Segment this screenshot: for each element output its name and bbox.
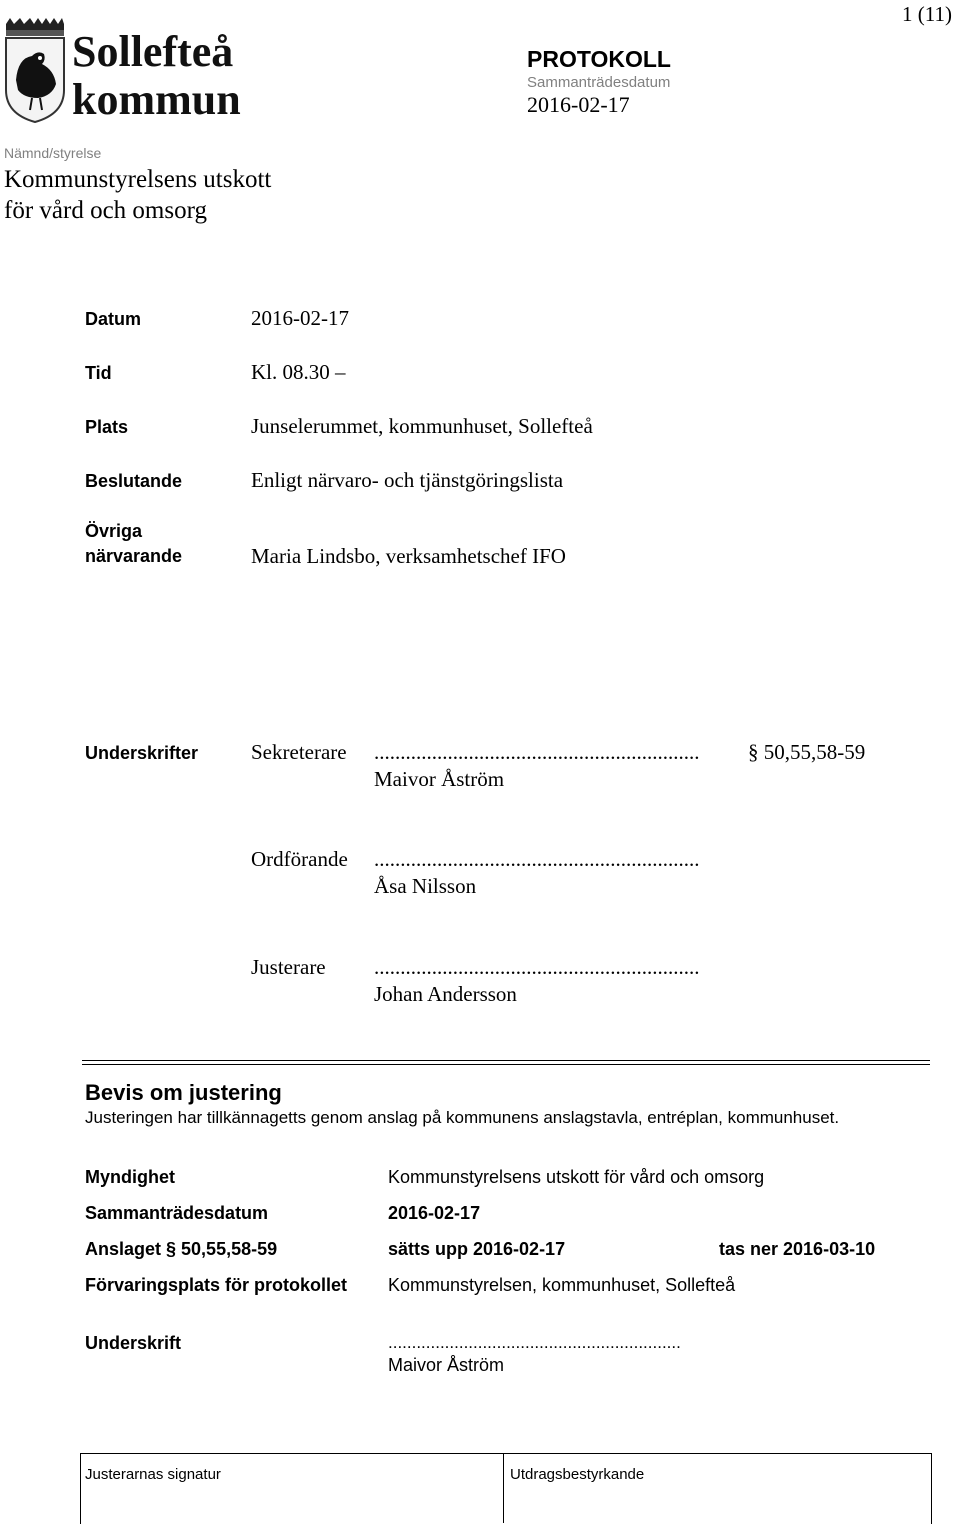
posted-value: sätts upp 2016-02-17: [388, 1239, 566, 1259]
time-value: Kl. 08.30 –: [251, 360, 346, 384]
cert-session-value: 2016-02-17: [388, 1203, 481, 1223]
others-label-line2: närvarande: [85, 546, 183, 566]
divider-bottom: [82, 1064, 930, 1065]
signature-label: Underskrift: [85, 1333, 182, 1353]
footer-box: [80, 1453, 932, 1524]
footer-extract-certifier: Utdragsbestyrkande: [510, 1466, 645, 1483]
document-type: PROTOKOLL: [527, 46, 671, 72]
chair-role: Ordförande: [251, 847, 348, 871]
signatures-label: Underskrifter: [85, 743, 199, 763]
date-value: 2016-02-17: [251, 306, 349, 330]
page-number: 1 (11): [902, 2, 952, 26]
others-value: Maria Lindsbo, verksamhetschef IFO: [251, 544, 566, 568]
adjuster-role: Justerare: [251, 955, 326, 979]
deciding-label: Beslutande: [85, 471, 183, 491]
cert-session-label: Sammanträdesdatum: [85, 1203, 269, 1223]
session-date: 2016-02-17: [527, 92, 630, 117]
place-value: Junselerummet, kommunhuset, Sollefteå: [251, 414, 593, 438]
board-name: [4, 164, 271, 226]
deciding-value: Enligt närvaro- och tjänstgöringslista: [251, 468, 564, 492]
secretary-role: Sekreterare: [251, 740, 347, 764]
chair-signature-line: ..............................................................: [374, 847, 700, 871]
footer-adjusters-signature: Justerarnas signatur: [85, 1466, 221, 1483]
storage-label: Förvaringsplats för protokollet: [85, 1275, 348, 1295]
divider-top: [82, 1060, 930, 1061]
board-name-line2: för vård och omsorg: [4, 197, 207, 224]
removed-value: tas ner 2016-03-10: [719, 1239, 876, 1259]
session-date-label: Sammanträdesdatum: [527, 74, 671, 91]
secretary-paragraphs: § 50,55,58-59: [748, 740, 866, 764]
notice-label: Anslaget § 50,55,58-59: [85, 1239, 278, 1259]
municipality-logo: [2, 18, 264, 126]
logo-line1: Sollefteå: [72, 27, 234, 76]
others-label-line1: Övriga: [85, 521, 143, 541]
place-label: Plats: [85, 417, 129, 437]
certificate-title: Bevis om justering: [85, 1080, 282, 1105]
adjuster-name: Johan Andersson: [374, 982, 517, 1006]
board-name-line1: Kommunstyrelsens utskott: [4, 166, 272, 193]
signature-name: Maivor Åström: [388, 1355, 505, 1375]
logo-line2: kommun: [72, 75, 241, 124]
adjuster-signature-line: ..............................................................: [374, 955, 700, 979]
certificate-text: Justeringen har tillkännagetts genom anslag på kommunens anslagstavla, entréplan, kommunhuset.: [85, 1108, 840, 1127]
chair-name: Åsa Nilsson: [374, 874, 477, 898]
secretary-name: Maivor Åström: [374, 767, 505, 791]
date-label: Datum: [85, 309, 142, 329]
authority-label: Myndighet: [85, 1167, 175, 1187]
board-label: Nämnd/styrelse: [4, 145, 102, 161]
coat-of-arms-icon: [2, 18, 264, 126]
signature-line: ..............................................................: [388, 1333, 681, 1352]
authority-value: Kommunstyrelsens utskott för vård och omsorg: [388, 1167, 765, 1187]
secretary-signature-line: ..............................................................: [374, 740, 700, 764]
footer-divider: [503, 1453, 504, 1523]
storage-value: Kommunstyrelsen, kommunhuset, Sollefteå: [388, 1275, 736, 1295]
time-label: Tid: [85, 363, 112, 383]
